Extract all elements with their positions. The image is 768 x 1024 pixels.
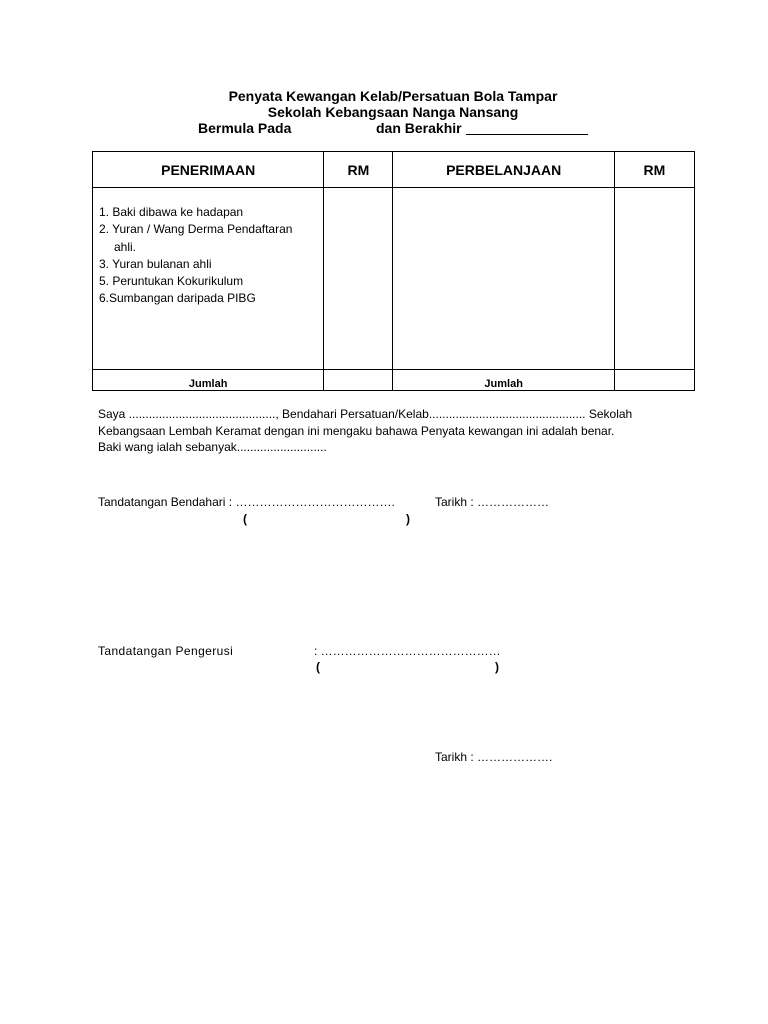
declaration-line-3: Baki wang ialah sebanyak...........................	[98, 440, 327, 454]
treasurer-date: Tarikh : ………………	[435, 495, 550, 509]
list-item: 3. Yuran bulanan ahli	[99, 256, 212, 271]
expenditure-cell[interactable]	[393, 188, 614, 370]
treasurer-name-close-paren: )	[406, 512, 410, 526]
rm-receipts-cell[interactable]	[324, 188, 393, 370]
receipts-cell	[93, 188, 324, 370]
document-title: Penyata Kewangan Kelab/Persatuan Bola Tampar	[228, 88, 558, 104]
receipts-list	[93, 188, 323, 307]
list-item: 5. Peruntukan Kokurikulum	[99, 273, 244, 288]
list-item: ahli.	[114, 239, 137, 254]
header-rm-expenditure: RM	[614, 152, 694, 188]
end-date-underline	[466, 134, 588, 135]
start-date-label: Bermula Pada	[198, 120, 292, 136]
end-date-label: dan Berakhir	[376, 120, 462, 136]
chair-signature-label: Tandatangan Pengerusi	[98, 644, 234, 658]
header-rm-receipts: RM	[324, 152, 393, 188]
total-rm-expenditure[interactable]	[614, 369, 694, 390]
total-rm-receipts[interactable]	[324, 369, 393, 390]
rm-expenditure-cell[interactable]	[614, 188, 694, 370]
list-item: 2. Yuran / Wang Derma Pendaftaran	[99, 222, 293, 237]
treasurer-signature-label: Tandatangan Bendahari : ………………………………….	[98, 495, 395, 509]
treasurer-name-open-paren: (	[243, 512, 247, 526]
total-label-left: Jumlah	[93, 369, 324, 390]
declaration-line-1: Saya ............................................, Bendahari Persatuan/Kelab............................................... Sekolah	[98, 407, 633, 421]
final-date: Tarikh : ……………….	[435, 750, 553, 764]
total-row	[93, 369, 695, 390]
total-label-right: Jumlah	[393, 369, 614, 390]
table-body-row	[93, 188, 695, 370]
list-item: 1. Baki dibawa ke hadapan	[99, 205, 244, 220]
financial-statement-table	[92, 151, 695, 391]
header-receipts: PENERIMAAN	[93, 152, 324, 188]
header-expenditure: PERBELANJAAN	[393, 152, 614, 188]
list-item: 6.Sumbangan daripada PIBG	[99, 291, 256, 306]
chair-signature-line: : ………………………………………	[314, 644, 501, 658]
chair-name-close-paren: )	[495, 660, 499, 674]
school-name: Sekolah Kebangsaan Nanga Nansang	[267, 104, 519, 120]
declaration-line-2: Kebangsaan Lembah Keramat dengan ini mengaku bahawa Penyata kewangan ini adalah benar.	[98, 423, 615, 438]
table-header-row	[93, 152, 695, 188]
chair-name-open-paren: (	[316, 660, 320, 674]
declaration	[98, 406, 673, 456]
